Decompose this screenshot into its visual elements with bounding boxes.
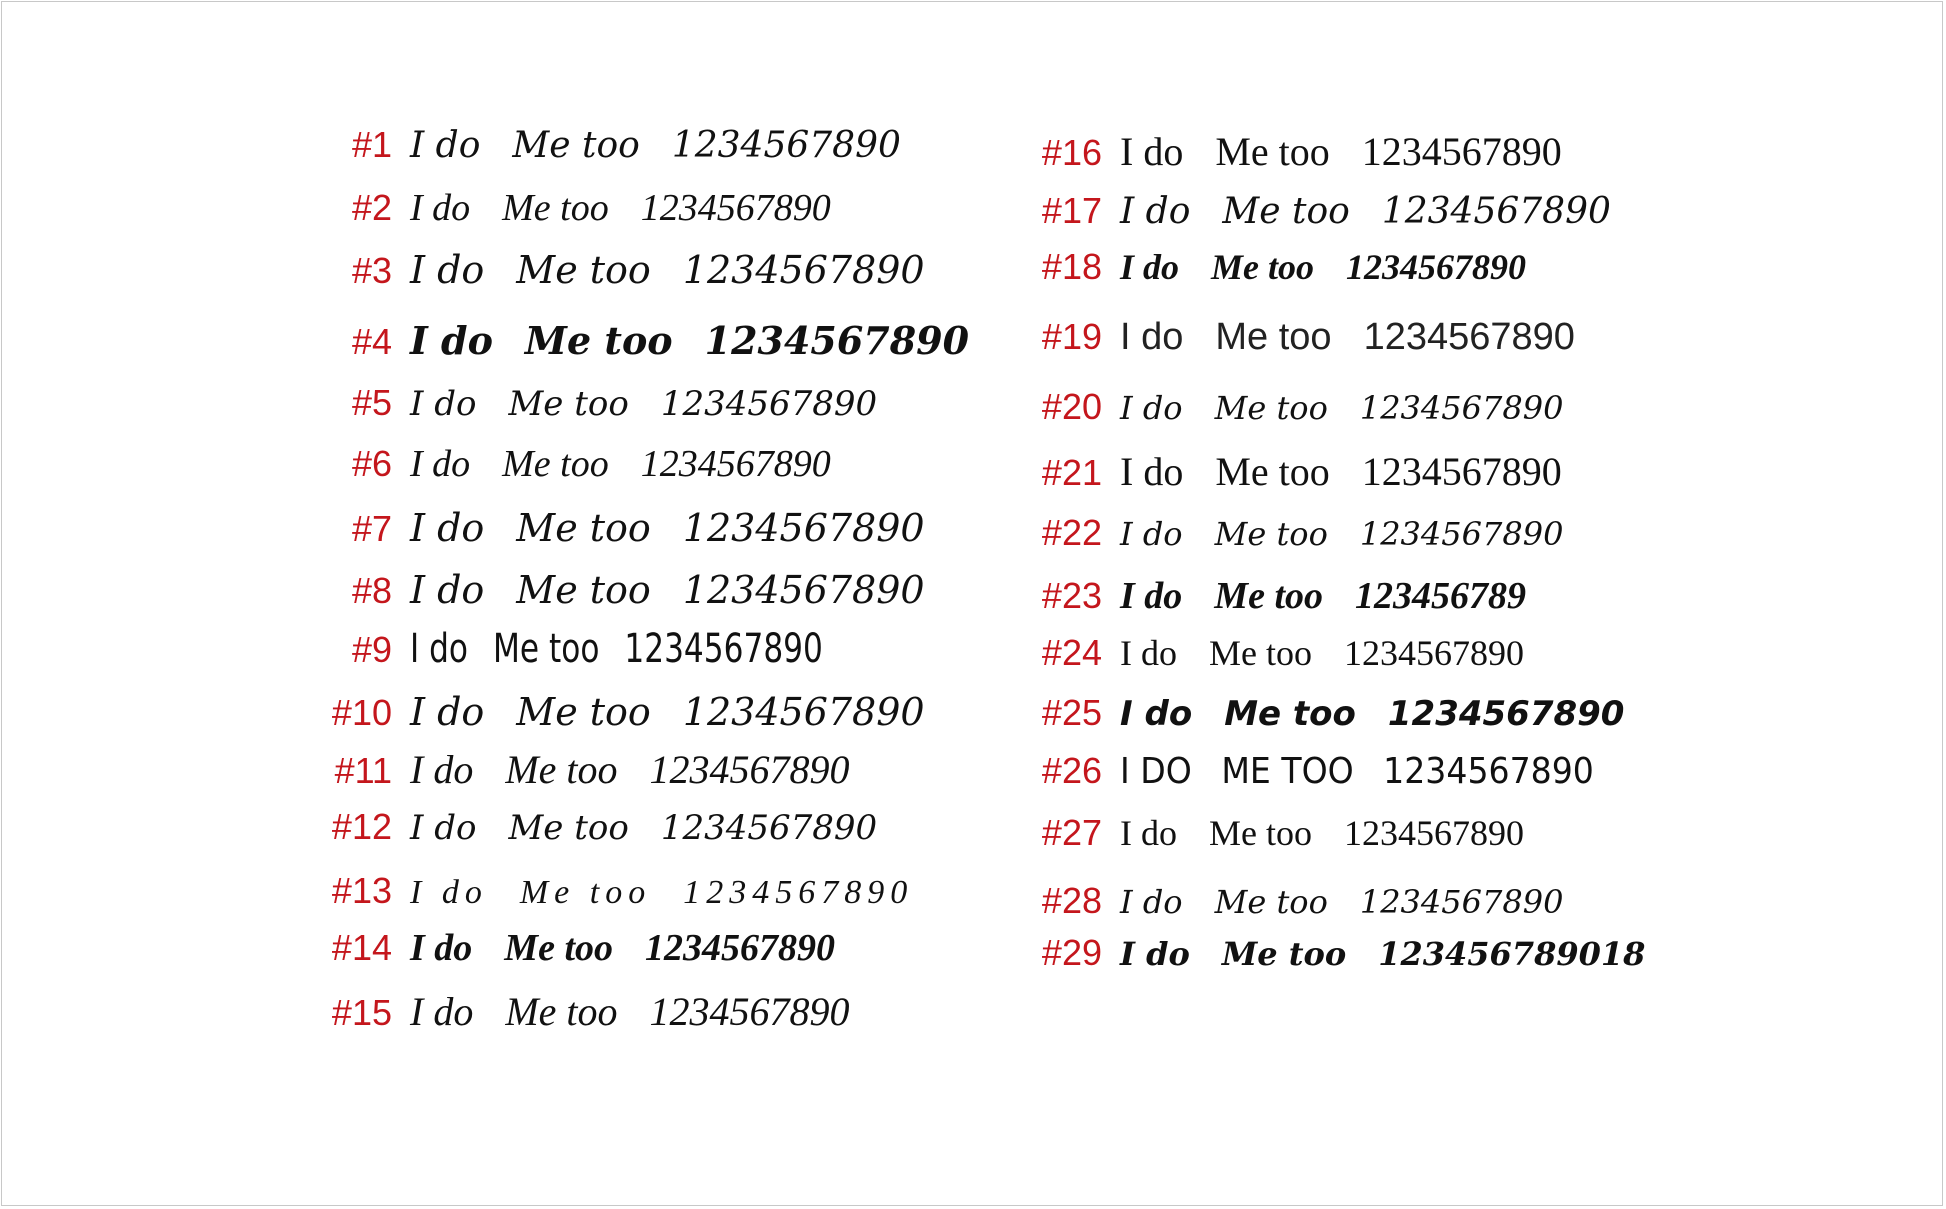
sample-word: Me too [508,384,629,424]
sample-row [302,124,901,166]
sample-word: Me too [502,443,609,485]
sample-number-label: #25 [1041,692,1102,733]
sample-row [302,568,925,612]
sample-word: 1234567890 [682,506,925,550]
sample-number-label: #20 [1041,386,1102,427]
font-sample-text [410,690,925,734]
sample-word: Me too [508,808,629,848]
sample-word: I do [410,874,488,911]
sample-row [302,870,913,912]
sample-word: I do [410,125,481,166]
font-sample-text [410,125,901,166]
sample-word: 1234567890 [683,874,914,911]
sample-word: I do [410,690,485,734]
sample-word: Me too [492,626,600,672]
sample-word: Me too [1214,515,1328,553]
sample-number-label: #1 [351,124,392,165]
sample-word: Me too [502,187,609,229]
sample-word: 1234567890 [1344,813,1524,853]
sample-number-label: #17 [1041,190,1102,231]
font-sample-text [1120,448,1562,495]
sample-row [1012,316,1575,359]
sample-row [302,926,835,970]
sample-word: 1234567890 [1359,515,1564,553]
sample-word: 1234567890 [640,443,831,485]
sample-row [1012,932,1645,974]
sample-word: Me too [1209,633,1312,673]
sample-word: 1234567890 [682,568,925,612]
sample-word: I DO [1120,751,1192,792]
sample-word: 1234567890 [1346,247,1527,287]
font-sample-text [1120,191,1611,232]
sample-word: I do [410,927,473,969]
sample-word: I do [1120,515,1183,553]
sample-word: I do [410,443,471,485]
sample-number-label: #15 [331,992,392,1033]
sample-row [1012,512,1563,554]
sample-word: I do [410,626,469,672]
font-sample-sheet [1,1,1943,1206]
sample-row [302,626,939,672]
sample-number-label: #27 [1041,812,1102,853]
sample-word: 1234567890 [671,125,901,166]
font-sample-text [1120,389,1563,427]
sample-word: Me too [1214,883,1328,921]
sample-number-label: #28 [1041,880,1102,921]
sample-word: I do [1120,191,1191,232]
font-sample-text [410,808,877,848]
sample-word: 1234567890 [660,808,878,848]
sample-word: Me too [505,989,618,1034]
sample-word: 1234567890 [1359,883,1564,921]
sample-word: I do [1120,694,1193,734]
sample-row [1012,448,1562,495]
sample-number-label: #23 [1041,575,1102,616]
sample-row [1012,386,1563,428]
sample-word: I do [410,989,474,1034]
font-sample-text [1120,246,1526,288]
font-sample-text [1120,632,1524,674]
sample-word: Me too [516,568,651,612]
sample-row [1012,880,1563,922]
sample-word: Me too [524,318,673,363]
sample-word: Me too [1214,389,1328,427]
sample-row [302,186,831,230]
sample-word: Me too [1211,247,1315,287]
sample-word: I do [1120,883,1183,921]
sample-word: I do [410,506,485,550]
sample-word: 1234567890 [649,989,850,1034]
sample-row [1012,128,1562,175]
sample-word: I do [1120,813,1177,853]
sample-word: Me too [516,248,651,292]
font-sample-text [1120,515,1563,553]
sample-row [1012,632,1524,674]
sample-word: 1234567890 [704,318,970,363]
sample-word: I do [410,568,485,612]
sample-word: 1234567890 [1361,449,1562,494]
sample-word: Me too [512,125,640,166]
sample-row [1012,750,1635,792]
sample-word: I do [1120,935,1190,973]
sample-word: I do [410,747,474,792]
sample-number-label: #16 [1041,132,1102,173]
sample-word: I do [410,318,493,363]
sample-row [302,988,850,1035]
sample-word: 1234567890 [682,248,925,292]
sample-word: 1234567890 [645,927,836,969]
sample-word: Me too [505,747,618,792]
sample-word: Me too [1214,575,1324,617]
font-sample-text [1120,812,1524,854]
font-sample-text [410,746,850,793]
sample-row [1012,246,1526,288]
sample-word: Me too [1221,935,1347,973]
sample-word: 1234567890 [1361,129,1562,174]
sample-number-label: #12 [331,806,392,847]
sample-word: I do [1120,247,1180,287]
sample-word: Me too [516,506,651,550]
sample-row [302,318,969,363]
sample-number-label: #3 [351,250,392,291]
sample-number-label: #22 [1041,512,1102,553]
sample-word: Me too [516,690,651,734]
sample-word: 1234567890 [624,626,823,672]
sample-number-label: #6 [351,443,392,484]
sample-word: Me too [1222,191,1350,232]
sample-word: 1234567890 [1383,751,1594,792]
sample-word: I do [1120,633,1177,673]
font-sample-text [410,384,877,424]
font-sample-text [1120,694,1624,734]
sample-number-label: #9 [351,629,392,670]
sample-word: I do [1120,389,1183,427]
font-sample-text [1120,574,1526,618]
sample-word: I do [1120,316,1184,358]
sample-row [1012,692,1624,734]
sample-word: I do [1120,575,1183,617]
sample-word: I do [410,187,471,229]
sample-word: I do [1120,449,1184,494]
sample-row [302,442,831,486]
sample-word: 1234567890 [1381,191,1611,232]
font-sample-text [410,318,969,363]
sample-word: Me too [1215,449,1330,494]
sample-row [302,382,877,424]
sample-row [302,690,925,734]
sample-number-label: #2 [351,187,392,228]
sample-number-label: #4 [351,321,392,362]
sample-word: Me too [1215,129,1330,174]
sample-word: 1234567890 [660,384,878,424]
sample-row [302,746,850,793]
font-sample-text [410,186,831,230]
sample-number-label: #18 [1041,246,1102,287]
font-sample-text [410,248,925,292]
sample-number-label: #14 [331,927,392,968]
sample-row [1012,574,1526,618]
sample-word: Me too [1224,694,1356,734]
font-sample-text [410,926,835,970]
sample-word: 1234567890 [1387,694,1625,734]
sample-word: Me too [1215,316,1332,358]
sample-number-label: #8 [351,570,392,611]
sample-word: I do [410,808,477,848]
sample-word: 1234567890 [1363,316,1575,358]
sample-word: ME TOO [1221,751,1354,792]
sample-word: 1234567890 [649,747,850,792]
sample-row [1012,190,1611,232]
sample-number-label: #5 [351,382,392,423]
sample-number-label: #13 [331,870,392,911]
sample-number-label: #11 [334,750,392,791]
font-sample-text [410,442,831,486]
font-sample-text [1120,128,1562,175]
font-sample-text [410,506,925,550]
sample-row [302,248,925,292]
sample-row [302,506,925,550]
sample-word: I do [410,384,477,424]
sample-number-label: #7 [351,508,392,549]
sample-word: 123456789018 [1378,935,1646,973]
sample-word: I do [1120,129,1184,174]
sample-word: Me too [1209,813,1312,853]
font-sample-text [410,988,850,1035]
font-sample-text [1120,883,1563,921]
font-sample-text [1120,751,1594,792]
sample-word: Me too [504,927,614,969]
sample-number-label: #26 [1041,750,1102,791]
sample-word: 123456789 [1355,575,1527,617]
sample-word: Me too [519,874,652,911]
sample-number-label: #24 [1041,632,1102,673]
font-sample-text [410,568,925,612]
font-sample-text [410,626,823,672]
sample-row [302,806,877,848]
sample-number-label: #10 [331,692,392,733]
sample-word: 1234567890 [1344,633,1524,673]
font-sample-text [1120,935,1645,973]
sample-word: 1234567890 [640,187,831,229]
sample-word: 1234567890 [682,690,925,734]
font-sample-text [410,874,913,912]
sample-number-label: #19 [1041,316,1102,357]
sample-word: 1234567890 [1359,389,1564,427]
sample-row [1012,812,1524,854]
sample-word: I do [410,248,485,292]
sample-number-label: #21 [1041,452,1102,493]
sample-number-label: #29 [1041,932,1102,973]
font-sample-text [1120,316,1575,359]
